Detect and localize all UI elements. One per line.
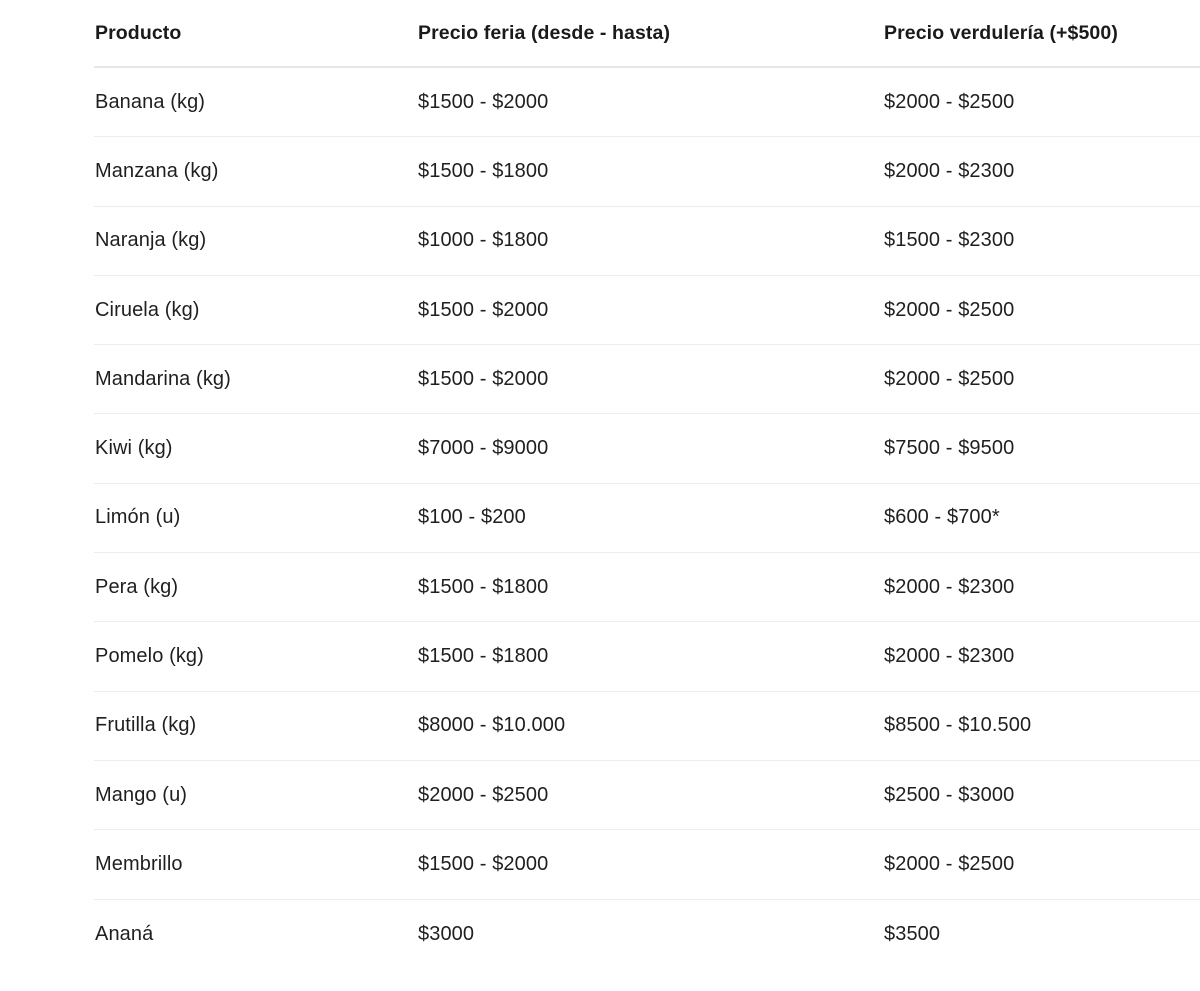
verduleria-price-cell: $1500 - $2300 bbox=[884, 229, 1015, 252]
feria-price-cell: $1500 - $1800 bbox=[418, 575, 549, 598]
feria-price-cell: $7000 - $9000 bbox=[418, 437, 549, 460]
table-row bbox=[94, 68, 1200, 137]
feria-price-cell: $1000 - $1800 bbox=[418, 229, 549, 252]
product-cell: Manzana (kg) bbox=[95, 159, 219, 182]
product-cell: Membrillo bbox=[95, 852, 183, 875]
table-row bbox=[94, 692, 1200, 761]
table-row bbox=[94, 900, 1200, 969]
verduleria-price-cell: $2000 - $2500 bbox=[884, 298, 1015, 321]
header-precio-feria: Precio feria (desde - hasta) bbox=[418, 21, 671, 44]
product-cell: Banana (kg) bbox=[95, 90, 206, 113]
feria-price-cell: $8000 - $10.000 bbox=[418, 714, 566, 737]
verduleria-price-cell: $2000 - $2300 bbox=[884, 159, 1015, 182]
feria-price-cell: $3000 bbox=[418, 922, 475, 945]
feria-price-cell: $1500 - $1800 bbox=[418, 645, 549, 668]
product-cell: Mango (u) bbox=[95, 783, 188, 806]
verduleria-price-cell: $2500 - $3000 bbox=[884, 783, 1015, 806]
price-table bbox=[94, 0, 1200, 969]
feria-price-cell: $1500 - $2000 bbox=[418, 90, 549, 113]
product-cell: Ananá bbox=[95, 922, 154, 945]
product-cell: Frutilla (kg) bbox=[95, 714, 197, 737]
table-row bbox=[94, 761, 1200, 830]
table-row bbox=[94, 207, 1200, 276]
header-producto: Producto bbox=[95, 21, 182, 44]
table-row bbox=[94, 484, 1200, 553]
product-cell: Pera (kg) bbox=[95, 575, 179, 598]
table-row bbox=[94, 137, 1200, 206]
verduleria-price-cell: $600 - $700* bbox=[884, 506, 1000, 529]
table-row bbox=[94, 622, 1200, 691]
product-cell: Ciruela (kg) bbox=[95, 298, 200, 321]
feria-price-cell: $1500 - $1800 bbox=[418, 159, 549, 182]
product-cell: Kiwi (kg) bbox=[95, 437, 173, 460]
feria-price-cell: $1500 - $2000 bbox=[418, 367, 549, 390]
verduleria-price-cell: $8500 - $10.500 bbox=[884, 714, 1032, 737]
verduleria-price-cell: $3500 bbox=[884, 922, 941, 945]
verduleria-price-cell: $2000 - $2500 bbox=[884, 90, 1015, 113]
feria-price-cell: $1500 - $2000 bbox=[418, 852, 549, 875]
header-precio-verduleria: Precio verdulería (+$500) bbox=[884, 21, 1118, 44]
table-row bbox=[94, 830, 1200, 899]
verduleria-price-cell: $2000 - $2500 bbox=[884, 852, 1015, 875]
table-row bbox=[94, 276, 1200, 345]
feria-price-cell: $100 - $200 bbox=[418, 506, 526, 529]
table-row bbox=[94, 345, 1200, 414]
verduleria-price-cell: $7500 - $9500 bbox=[884, 437, 1015, 460]
table-header-row bbox=[94, 0, 1200, 68]
verduleria-price-cell: $2000 - $2300 bbox=[884, 645, 1015, 668]
product-cell: Naranja (kg) bbox=[95, 229, 207, 252]
verduleria-price-cell: $2000 - $2500 bbox=[884, 367, 1015, 390]
table-row bbox=[94, 414, 1200, 483]
feria-price-cell: $2000 - $2500 bbox=[418, 783, 549, 806]
product-cell: Limón (u) bbox=[95, 506, 181, 529]
product-cell: Mandarina (kg) bbox=[95, 367, 231, 390]
verduleria-price-cell: $2000 - $2300 bbox=[884, 575, 1015, 598]
product-cell: Pomelo (kg) bbox=[95, 645, 204, 668]
table-row bbox=[94, 553, 1200, 622]
feria-price-cell: $1500 - $2000 bbox=[418, 298, 549, 321]
